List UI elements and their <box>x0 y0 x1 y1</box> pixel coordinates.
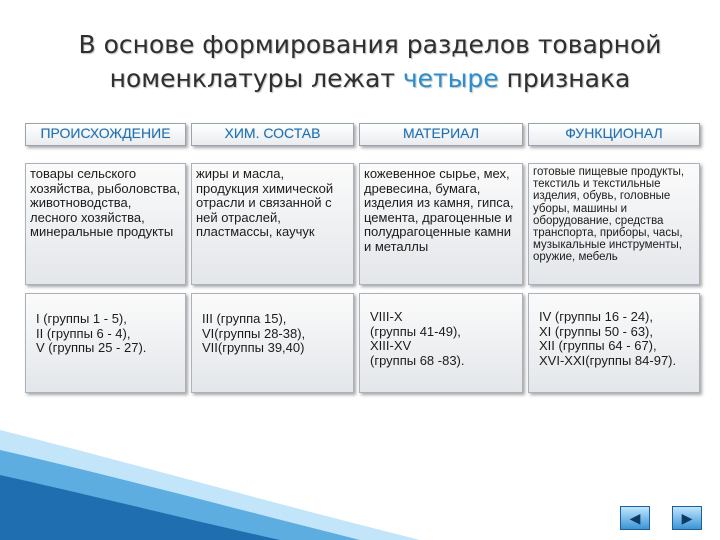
title-line-2 <box>40 62 700 96</box>
group-line: VIII-X <box>370 309 403 324</box>
title-line-1: В основе формирования разделов товарной <box>78 30 662 59</box>
description-origin: товары сельского хозяйства, рыболовства, животноводства, лесного хозяйства, минеральные продукты <box>25 163 186 285</box>
header-material: МАТЕРИАЛ <box>359 123 523 146</box>
groups-origin <box>25 293 186 393</box>
group-line: XII (группы 64 - 67), <box>539 338 657 353</box>
group-line: (группы 41-49), <box>370 323 461 339</box>
group-line: VII(группы 39,40) <box>202 340 305 355</box>
groups-material <box>359 293 523 393</box>
group-line: XI (группы 50 - 63), <box>539 323 653 339</box>
slide-title <box>40 28 700 96</box>
description-chem-composition: жиры и масла, продукция химической отрасли и связанной с ней отраслей, пластмассы, каучук <box>191 163 354 285</box>
groups-function <box>528 293 700 393</box>
title-accent-word: четыре <box>402 64 499 93</box>
group-line: XVI-XXI(группы 84-97). <box>539 352 677 368</box>
group-line: (группы 68 -83). <box>370 352 465 368</box>
next-slide-icon: ▶ <box>681 509 693 526</box>
title-line-2-start: номенклатуры лежат <box>109 64 403 93</box>
group-line: II (группы 6 - 4), <box>36 325 131 341</box>
group-line: XIII-XV <box>370 338 412 353</box>
header-origin: ПРОИСХОЖДЕНИЕ <box>25 123 186 146</box>
title-line-2-end: признака <box>498 64 631 93</box>
group-line: III (группа 15), <box>202 311 287 326</box>
group-line: IV (группы 16 - 24), <box>539 309 653 324</box>
prev-slide-icon: ◀ <box>629 509 641 526</box>
description-function: готовые пищевые продукты, текстиль и текстильные изделия, обувь, головные уборы, машины и оборудование, средства транспорта, приборы, часы, музыкальные инструменты, оружие, мебель <box>528 163 700 285</box>
group-line: VI(группы 28-38), <box>202 325 306 341</box>
header-chem-composition: ХИМ. СОСТАВ <box>191 123 354 146</box>
prev-slide-button[interactable] <box>620 506 650 530</box>
description-material: кожевенное сырье, мех, древесина, бумага, изделия из камня, гипса, цемента, драгоценные и полудрагоценные камни и металлы <box>359 163 523 285</box>
group-line: I (группы 1 - 5), <box>36 311 127 326</box>
next-slide-button[interactable] <box>672 506 702 530</box>
groups-chem-composition <box>191 293 354 393</box>
decorative-swoosh <box>0 430 720 540</box>
header-function: ФУНКЦИОНАЛ <box>528 123 700 146</box>
group-line: V (группы 25 - 27). <box>36 340 147 355</box>
